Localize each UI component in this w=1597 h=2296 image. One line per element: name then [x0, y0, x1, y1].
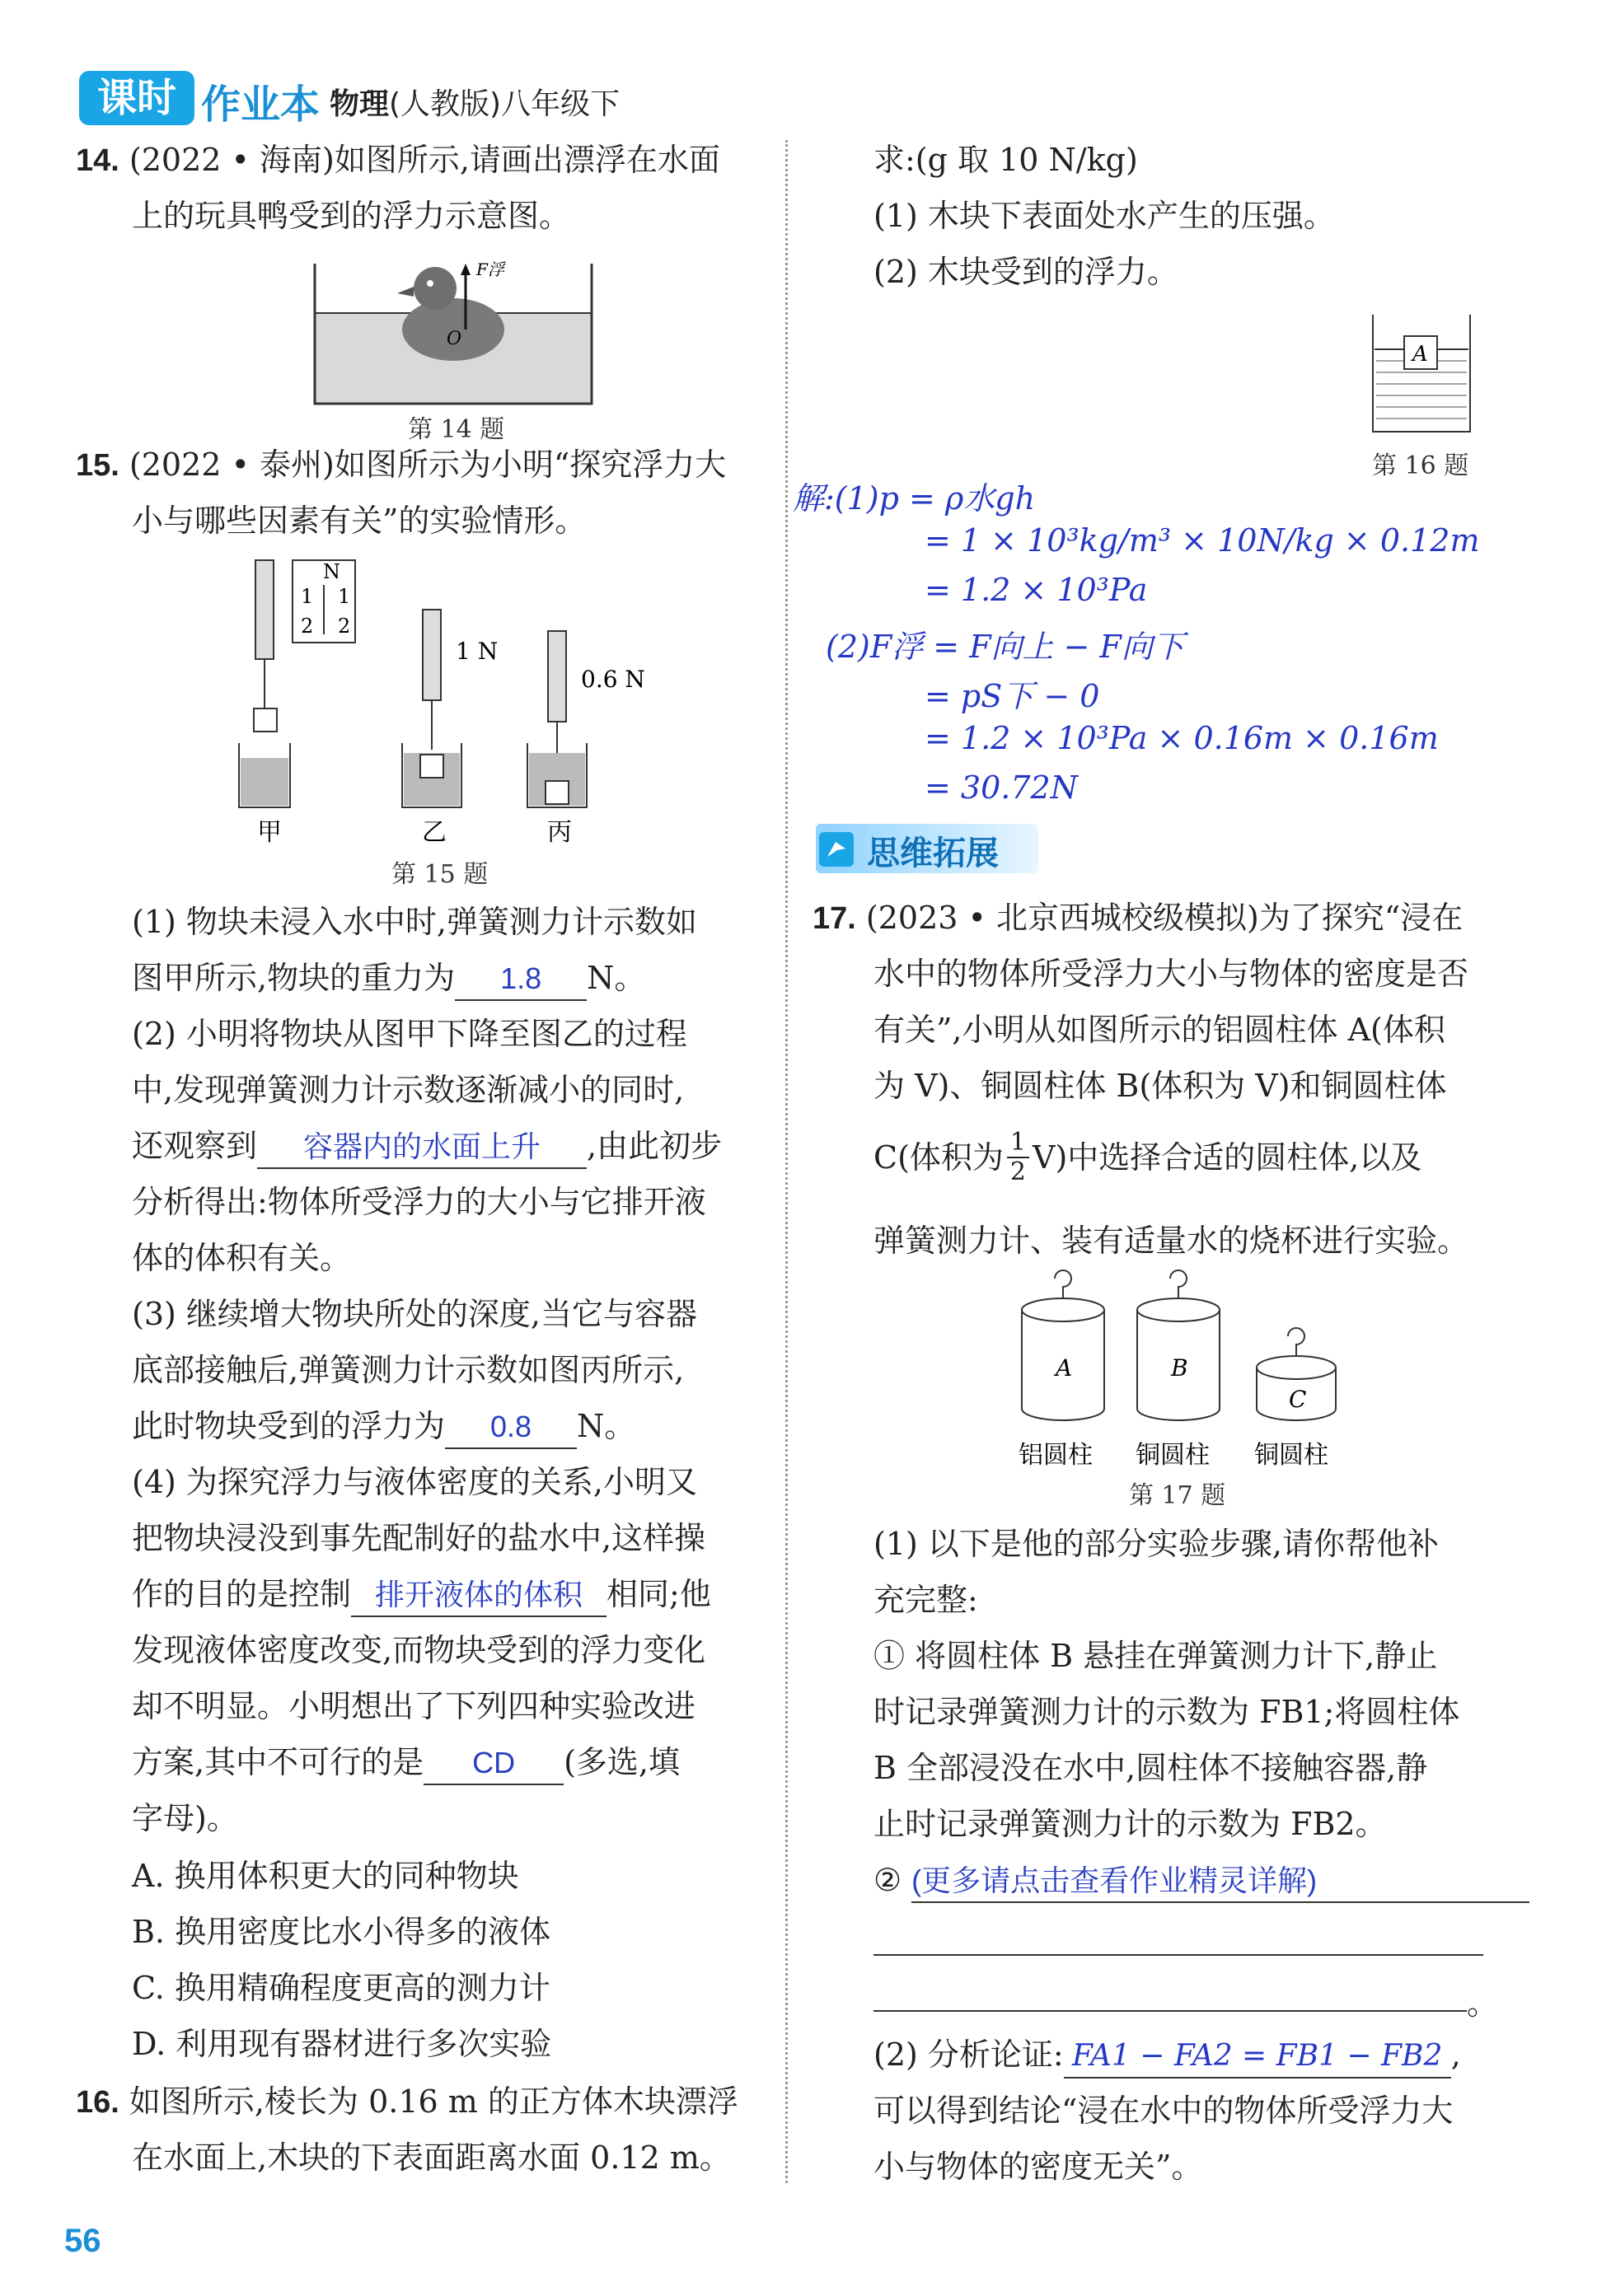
q17-p1-l2: 充完整: — [873, 1582, 978, 1618]
q15-option-a: A. 换用体积更大的同种物块 — [132, 1858, 519, 1894]
q17-cyl-c-label: C — [1289, 1386, 1307, 1413]
grade: 八年级下 — [501, 87, 621, 121]
q15-reading-c: 0.6 N — [581, 666, 645, 693]
q15-scale-1b: 1 — [338, 585, 351, 608]
q14-caption: 第 14 题 — [408, 415, 505, 444]
q17-figure — [1005, 1269, 1368, 1475]
q15-scale-unit: N — [323, 560, 340, 583]
q15-answer-1: 1.8 — [455, 958, 587, 1001]
q17-caption: 第 17 题 — [1129, 1481, 1226, 1510]
q17-cyl-b-name: 铜圆柱 — [1136, 1441, 1210, 1470]
q17-line4: 为 V)、铜圆柱体 B(体积为 V)和铜圆柱体 — [873, 1068, 1447, 1104]
q17-more-link[interactable]: (更多请点击查看作业精灵详解) — [911, 1860, 1529, 1903]
brand-logo: 课时 — [79, 71, 194, 125]
q17-line6: 弹簧测力计、装有适量水的烧杯进行实验。 — [873, 1223, 1469, 1259]
q14-figure — [305, 247, 602, 412]
q16-solution-step5: = pS下 − 0 — [925, 678, 1100, 714]
q16-figure — [1368, 311, 1475, 435]
q15-reading-b: 1 N — [456, 638, 499, 665]
q16-part1: (1) 木块下表面处水产生的压强。 — [873, 198, 1335, 234]
q16-solution-step3: = 1.2 × 10³Pa — [925, 572, 1148, 608]
q17-cyl-a-name: 铝圆柱 — [1019, 1441, 1093, 1470]
q17-s1-l4: 止时记录弹簧测力计的示数为 FB2。 — [873, 1806, 1387, 1842]
q15-p2-l3: 还观察到 容器内的水面上升 ,由此初步 — [132, 1118, 722, 1174]
q17-p2-l3: 小与物体的密度无关”。 — [873, 2149, 1203, 2185]
q14-point-label: O — [447, 329, 462, 349]
q14-line2: 上的玩具鸭受到的浮力示意图。 — [132, 198, 571, 234]
q15-p1-l2: 图甲所示,物块的重力为 1.8 N。 — [132, 950, 645, 1006]
q15-answer-4: 排开液体的体积 — [351, 1574, 606, 1617]
q14-force-label: F浮 — [476, 260, 504, 279]
q16-line2: 在水面上,木块的下表面距离水面 0.12 m。 — [132, 2139, 731, 2176]
q17-s1-l1: ① 将圆柱体 B 悬挂在弹簧测力计下,静止 — [873, 1638, 1438, 1674]
q17-period: 。 — [1467, 1985, 1499, 2022]
q16-caption: 第 16 题 — [1372, 451, 1469, 480]
edition: (人教版) — [389, 87, 502, 121]
q15-label-b: 乙 — [422, 818, 447, 847]
q15-scale-2b: 2 — [338, 615, 351, 638]
column-divider — [785, 140, 788, 2183]
q15-p3-l2: 底部接触后,弹簧测力计示数如图丙所示, — [132, 1352, 685, 1388]
page-number: 56 — [64, 2223, 101, 2259]
q15-figure — [222, 552, 684, 857]
q15-p2-l2: 中,发现弹簧测力计示数逐渐减小的同时, — [132, 1072, 685, 1108]
brand-name: 作业本 — [201, 82, 321, 128]
q16-solution-step7: = 30.72N — [925, 769, 1078, 806]
q15-p2-l1: (2) 小明将物块从图甲下降至图乙的过程 — [132, 1016, 687, 1052]
q17-s1-l2: 时记录弹簧测力计的示数为 FB1;将圆柱体 — [873, 1694, 1460, 1730]
q16-solution-step2: = 1 × 10³kg/m³ × 10N/kg × 0.12m — [925, 522, 1480, 559]
q15-answer-3: 0.8 — [445, 1406, 577, 1449]
q15-label-a: 甲 — [257, 818, 282, 847]
q17-cyl-c-name: 铜圆柱 — [1254, 1441, 1328, 1470]
q15-p2-l4: 分析得出:物体所受浮力的大小与它排开液 — [132, 1184, 706, 1220]
q15-scale-1a: 1 — [301, 585, 314, 608]
q15-p4-l1: (4) 为探究浮力与液体密度的关系,小明又 — [132, 1464, 697, 1500]
q15-option-c: C. 换用精确程度更高的测力计 — [132, 1970, 550, 2006]
q16-line1: 16. 如图所示,棱长为 0.16 m 的正方体木块漂浮 — [76, 2083, 738, 2120]
q17-s1-l3: B 全部浸没在水中,圆柱体不接触容器,静 — [873, 1750, 1428, 1786]
q16-block-label: A — [1412, 342, 1428, 367]
q15-option-d: D. 利用现有器材进行多次实验 — [132, 2026, 552, 2062]
q17-blank-line-2 — [873, 2010, 1467, 2012]
q15-label-c: 丙 — [547, 818, 572, 847]
q15-caption: 第 15 题 — [391, 860, 489, 889]
q15-p4-l6: 方案,其中不可行的是 CD (多选,填 — [132, 1734, 680, 1790]
q15-p4-l3: 作的目的是控制 排开液体的体积 相同;他 — [132, 1566, 711, 1622]
section-title: 思维拓展 — [867, 835, 999, 872]
q15-p4-l2: 把物块浸没到事先配制好的盐水中,这样操 — [132, 1520, 706, 1556]
subject-title — [330, 81, 620, 123]
q15-p4-l4: 发现液体密度改变,而物块受到的浮力变化 — [132, 1632, 706, 1668]
q15-p1-l1: (1) 物块未浸入水中时,弹簧测力计示数如 — [132, 904, 697, 940]
q15-p3-l3: 此时物块受到的浮力为 0.8 N。 — [132, 1398, 635, 1454]
q17-answer-formula: FA1 − FA2 = FB1 − FB2 — [1064, 2036, 1451, 2079]
q15-p4-l7: 字母)。 — [132, 1800, 238, 1836]
q17-line5: C(体积为 1 2 V)中选择合适的圆柱体,以及 — [873, 1128, 1422, 1186]
q15-p2-l5: 体的体积有关。 — [132, 1240, 352, 1276]
q17-step2: ② (更多请点击查看作业精灵详解) — [873, 1852, 1529, 1908]
q17-cyl-b-label: B — [1171, 1354, 1188, 1382]
q17-cyl-a-label: A — [1056, 1354, 1073, 1382]
q17-p1-l1: (1) 以下是他的部分实验步骤,请你帮他补 — [873, 1526, 1439, 1562]
q17-line3: 有关”,小明从如图所示的铝圆柱体 A(体积 — [873, 1012, 1445, 1048]
q15-line2: 小与哪些因素有关”的实验情形。 — [132, 503, 587, 539]
q15-answer-5: CD — [424, 1742, 564, 1785]
q16-solution-step4: (2)F浮 = F向上 − F向下 — [826, 629, 1184, 665]
q17-blank-line-1 — [873, 1954, 1483, 1956]
q14-line1: 14. (2022 • 海南)如图所示,请画出漂浮在水面 — [76, 142, 720, 178]
q17-line1: 17. (2023 • 北京西城校级模拟)为了探究“浸在 — [813, 900, 1464, 936]
q16-solution-step6: = 1.2 × 10³Pa × 0.16m × 0.16m — [925, 720, 1439, 756]
q15-p3-l1: (3) 继续增大物块所处的深度,当它与容器 — [132, 1296, 697, 1332]
fraction-half: 1 2 — [1007, 1129, 1029, 1186]
q15-option-b: B. 换用密度比水小得多的液体 — [132, 1914, 551, 1950]
q15-scale-2a: 2 — [301, 615, 314, 638]
q17-line2: 水中的物体所受浮力大小与物体的密度是否 — [873, 956, 1469, 992]
q15-p4-l5: 却不明显。小明想出了下列四种实验改进 — [132, 1688, 696, 1724]
q16-part2: (2) 木块受到的浮力。 — [873, 254, 1178, 290]
q16-line3: 求:(g 取 10 N/kg) — [873, 142, 1138, 178]
section-icon — [817, 830, 855, 868]
subject: 物理 — [330, 87, 390, 121]
q16-solution-step1: 解:(1)p = ρ水gh — [793, 480, 1036, 517]
q17-p2-l1: (2) 分析论证: FA1 − FA2 = FB1 − FB2 , — [873, 2027, 1461, 2083]
q15-line1: 15. (2022 • 泰州)如图所示为小明“探究浮力大 — [76, 447, 727, 483]
q15-answer-2: 容器内的水面上升 — [257, 1126, 587, 1169]
q17-p2-l2: 可以得到结论“浸在水中的物体所受浮力大 — [873, 2093, 1454, 2129]
